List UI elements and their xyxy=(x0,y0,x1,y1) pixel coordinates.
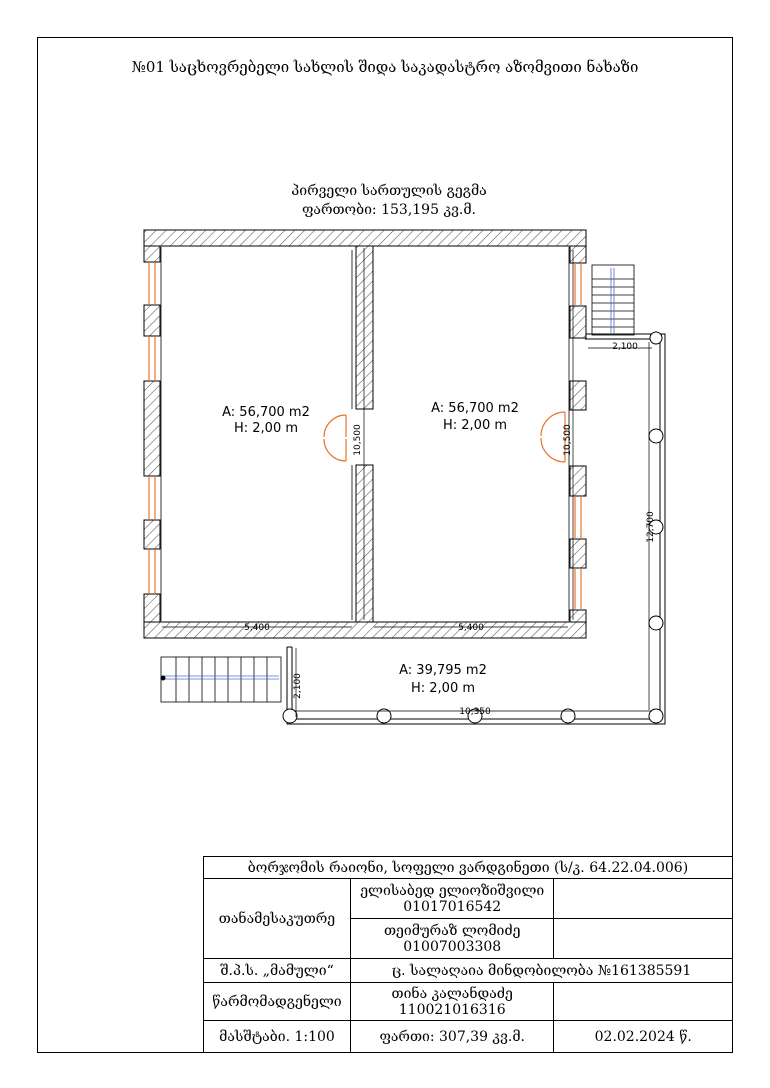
door-right xyxy=(541,412,565,462)
plan-subtitle: პირველი სართულის გეგმა xyxy=(291,183,487,199)
license-cell: ც. სალაღაია მინდობილობა №161385591 xyxy=(350,959,732,983)
owner1-name: ელისაბედ ელიოზიშვილი xyxy=(360,882,545,899)
company-cell: შ.პ.ს. „მამული“ xyxy=(204,959,351,983)
info-table xyxy=(203,856,733,1053)
room-left-area: A: 56,700 m2 xyxy=(222,405,310,420)
door-middle xyxy=(324,415,346,461)
plan-total-area: ფართობი: 153,195 კვ.მ. xyxy=(301,202,477,218)
room-left-height: H: 2,00 m xyxy=(233,421,299,436)
window-right-2 xyxy=(575,496,581,539)
terrace-area: A: 39,795 m2 xyxy=(399,663,487,678)
dim-stair-right-gap: 2,100 xyxy=(612,342,638,352)
terrace-post xyxy=(650,332,662,344)
dim-terrace-right: 12,700 xyxy=(646,511,656,543)
rep-id: 110021016316 xyxy=(398,1001,506,1018)
dim-right-depth: 10,500 xyxy=(563,424,573,456)
owners-label: თანამესაკუთრე xyxy=(204,879,351,959)
window-right-3 xyxy=(575,568,581,610)
rep-extra xyxy=(554,983,733,1021)
date-cell: 02.02.2024 წ. xyxy=(554,1021,733,1053)
window-left-1 xyxy=(149,262,155,305)
rep-name: თინა კალანდაძე xyxy=(391,985,513,1002)
dim-right-width: 5,400 xyxy=(458,623,484,633)
window-right-1 xyxy=(575,263,581,306)
dim-left-depth: 10,500 xyxy=(353,424,363,456)
dim-terrace-bottom: 10,350 xyxy=(459,707,491,717)
rep-cell xyxy=(350,983,554,1021)
owner1-id: 01017016542 xyxy=(403,898,502,915)
stairs-top-right xyxy=(592,265,634,335)
owner1-extra xyxy=(554,879,733,919)
dim-left-width: 5,400 xyxy=(244,623,270,633)
sheet-title: №01 საცხოვრებელი სახლის შიდა საკადასტრო აზომვითი ნახაზი xyxy=(131,58,639,76)
terrace-post xyxy=(649,616,663,630)
owner2-cell xyxy=(350,919,554,959)
stair-start-marker xyxy=(161,676,166,681)
terrace-height: H: 2,00 m xyxy=(410,681,476,696)
scale-cell: მასშტაბი. 1:100 xyxy=(204,1021,351,1053)
terrace-post xyxy=(649,429,663,443)
room-right-height: H: 2,00 m xyxy=(442,418,508,433)
window-left-2 xyxy=(149,336,155,381)
rep-label: წარმომადგენელი xyxy=(204,983,351,1021)
area-cell: ფართი: 307,39 კვ.მ. xyxy=(350,1021,554,1053)
owner2-name: თეიმურაზ ლომიძე xyxy=(383,922,521,939)
location-cell: ბორჯომის რაიონი, სოფელი ვარდგინეთი (ს/კ. 64.22.04.006) xyxy=(204,857,733,879)
room-right-area: A: 56,700 m2 xyxy=(431,401,519,416)
window-left-4 xyxy=(149,549,155,594)
owner2-id: 01007003308 xyxy=(403,938,502,955)
owner1-cell xyxy=(350,879,554,919)
stairs-bottom-left xyxy=(161,657,282,702)
dim-stair-bottom-gap: 2,100 xyxy=(293,673,303,699)
window-left-3 xyxy=(149,476,155,520)
owner2-extra xyxy=(554,919,733,959)
building-walls xyxy=(144,230,586,638)
